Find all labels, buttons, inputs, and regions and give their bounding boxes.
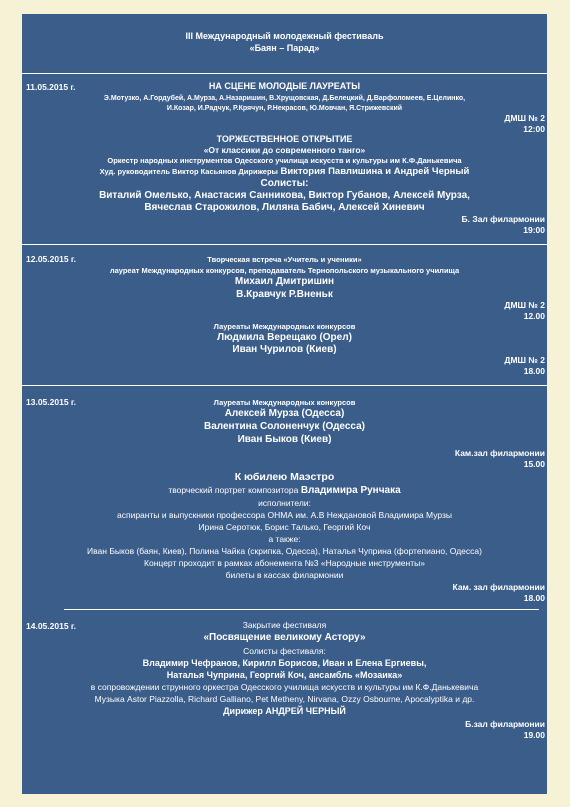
soloists-label: Солисты фестиваля: xyxy=(243,646,326,656)
divider xyxy=(22,73,547,74)
event-time: 19.00 xyxy=(523,730,545,740)
venue: ДМШ № 2 xyxy=(504,300,545,310)
event-time: 15.00 xyxy=(523,459,545,469)
performer-name: Алексей Мурза (Одесса) xyxy=(224,408,345,419)
students-names: В.Кравчук Р.Вненьк xyxy=(236,289,333,300)
conductor-line: Дирижер АНДРЕЙ ЧЕРНЫЙ xyxy=(223,706,346,716)
performer-name: Людмила Верещако (Орел) xyxy=(217,332,352,343)
venue: Б.зал филармонии xyxy=(465,719,545,729)
also-performers: Иван Быков (баян, Киев), Полина Чайка (скрипка, Одесса), Наталья Чуприна (фортепиано, Одесса) xyxy=(87,546,482,556)
tickets-note: билеты в кассах филармонии xyxy=(225,570,344,580)
accompaniment-note: в сопровождении струнного оркестра Одесского училища искусств и культуры им К.Ф.Данькевича xyxy=(90,682,479,692)
event-time: 18.00 xyxy=(523,366,545,376)
conductors-line xyxy=(22,167,547,177)
event-subtitle: «Посвящение великому Астору» xyxy=(203,632,366,643)
event-date: 11.05.2015 г. xyxy=(26,82,76,92)
portrait-line xyxy=(22,486,547,496)
soloists-list: Виталий Омелько, Анастасия Санникова, Виктор Губанов, Алексей Мурза, xyxy=(99,190,470,201)
also-label: а также: xyxy=(268,534,301,544)
festival-title: III Международный молодежный фестиваль xyxy=(185,31,384,41)
performer-name: Валентина Солоненчук (Одесса) xyxy=(203,421,365,432)
divider xyxy=(64,609,539,610)
soloists-label: Солисты: xyxy=(260,178,309,189)
performer-list: Э.Мотузко, А.Гордубей, А.Мурза, А.Назаришин, В.Хрущовская, Д.Белецкий, Д.Варфоломеев, Е.Целинко, xyxy=(103,95,466,102)
divider xyxy=(22,244,547,245)
event-title: ТОРЖЕСТВЕННОЕ ОТКРЫТИЕ xyxy=(216,134,353,144)
soloists-list: Владимир Чефранов, Кирилл Борисов, Иван и Елена Ергиевы, xyxy=(142,658,427,668)
event-title: Лауреаты Международных конкурсов xyxy=(213,322,356,331)
subscription-note: Концерт проходит в рамках абонемента №3 «Народные инструменты» xyxy=(144,558,425,568)
soloists-list: Наталья Чуприна, Георгий Коч, ансамбль «Мозаика» xyxy=(166,670,403,680)
orchestra-name: Оркестр народных инструментов Одесского училища искусств и культуры им К.Ф.Данькевича xyxy=(107,156,462,165)
composer-name: Владимира Рунчака xyxy=(300,485,401,496)
venue: ДМШ № 2 xyxy=(504,355,545,365)
event-date: 12.05.2015 г. xyxy=(26,254,76,264)
festival-name: «Баян – Парад» xyxy=(249,43,320,53)
music-list: Музыка Astor Piazzolla, Richard Galliano, Pet Metheny, Nirvana, Ozzy Osbourne, Apocalyptika и др. xyxy=(94,694,475,704)
venue: Кам. зал филармонии xyxy=(452,582,545,592)
performers-label: исполнители: xyxy=(258,498,311,508)
performer-name: Иван Быков (Киев) xyxy=(237,434,332,445)
divider xyxy=(22,385,547,386)
event-title: Закрытие фестиваля xyxy=(242,620,327,630)
event-title: Творческая встреча «Учитель и ученики» xyxy=(207,255,362,264)
soloists-list: Вячеслав Старожилов, Лиляна Бабич, Алексей Хиневич xyxy=(144,202,425,213)
performer-list: И.Козар, И.Радчук, Р.Крячун, Р.Некрасов, Ю.Мовчан, Я.Стрижевский xyxy=(166,105,403,112)
event-time: 19:00 xyxy=(523,225,545,235)
conductor-names: Виктория Павлишина и Андрей Черный xyxy=(280,166,470,177)
leaders-prefix: Худ. руководитель Виктор Касьянов Дирижеры xyxy=(99,167,278,176)
event-description: лауреат Международных конкурсов, преподаватель Тернопольского музыкального училища xyxy=(109,266,460,275)
event-time: 12:00 xyxy=(523,124,545,134)
event-time: 18.00 xyxy=(523,593,545,603)
event-time: 12.00 xyxy=(523,311,545,321)
event-title: НА СЦЕНЕ МОЛОДЫЕ ЛАУРЕАТЫ xyxy=(208,81,361,91)
performer-name: Иван Чурилов (Киев) xyxy=(232,344,337,355)
venue: Б. Зал филармонии xyxy=(461,214,545,224)
event-title: К юбилею Маэстро xyxy=(234,471,335,483)
portrait-prefix: творческий портрет композитора xyxy=(168,485,299,495)
performer-name: Михаил Дмитришин xyxy=(234,276,335,287)
venue: ДМШ № 2 xyxy=(504,113,545,123)
event-date: 13.05.2015 г. xyxy=(26,397,76,407)
event-date: 14.05.2015 г. xyxy=(26,621,76,631)
event-subtitle: «От классики до современного танго» xyxy=(203,145,366,155)
venue: Кам.зал филармонии xyxy=(454,448,545,458)
performers-list: аспиранты и выпускники профессора ОНМА им. А.В Неждановой Владимира Мурзы xyxy=(117,510,452,520)
festival-poster xyxy=(22,14,547,794)
event-title: Лауреаты Международных конкурсов xyxy=(213,398,356,407)
performers-list: Ирина Серотюк, Борис Талько, Георгий Коч xyxy=(198,522,371,532)
